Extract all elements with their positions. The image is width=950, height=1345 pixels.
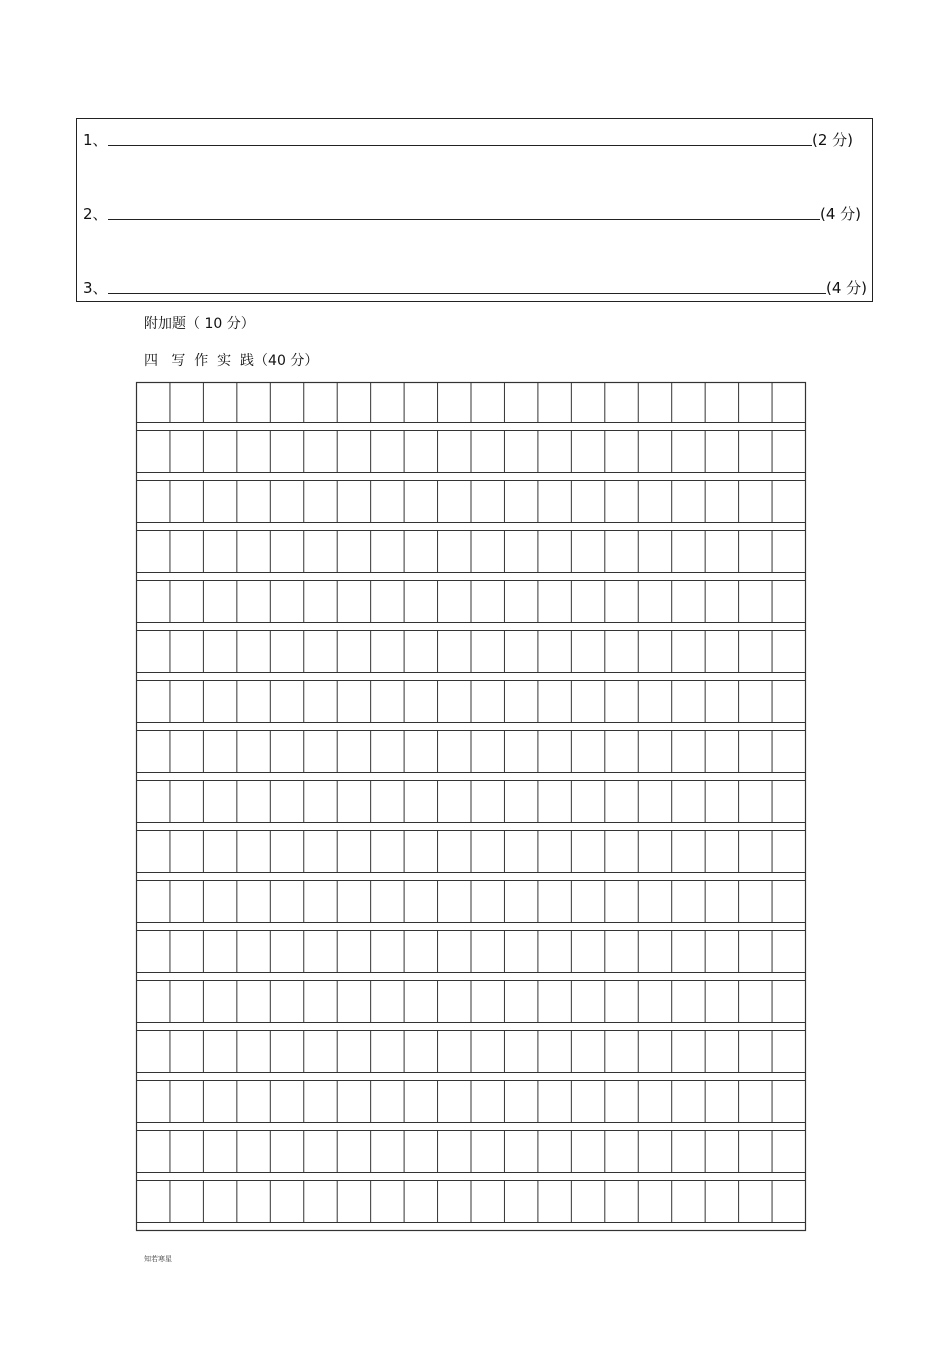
question-number: 3、 bbox=[83, 279, 108, 297]
writing-section-title: 四 写 作 实 践（40 分） bbox=[144, 353, 319, 369]
question-points: (4 分) bbox=[819, 205, 861, 223]
bonus-question-label: 附加题（ 10 分） bbox=[144, 316, 255, 332]
question-number: 2、 bbox=[83, 205, 108, 223]
question-points: (2 分) bbox=[811, 131, 853, 149]
footer-note: 知若寒星 bbox=[144, 1255, 172, 1263]
question-number: 1、 bbox=[83, 131, 108, 149]
question-points: (4 分) bbox=[825, 279, 867, 297]
